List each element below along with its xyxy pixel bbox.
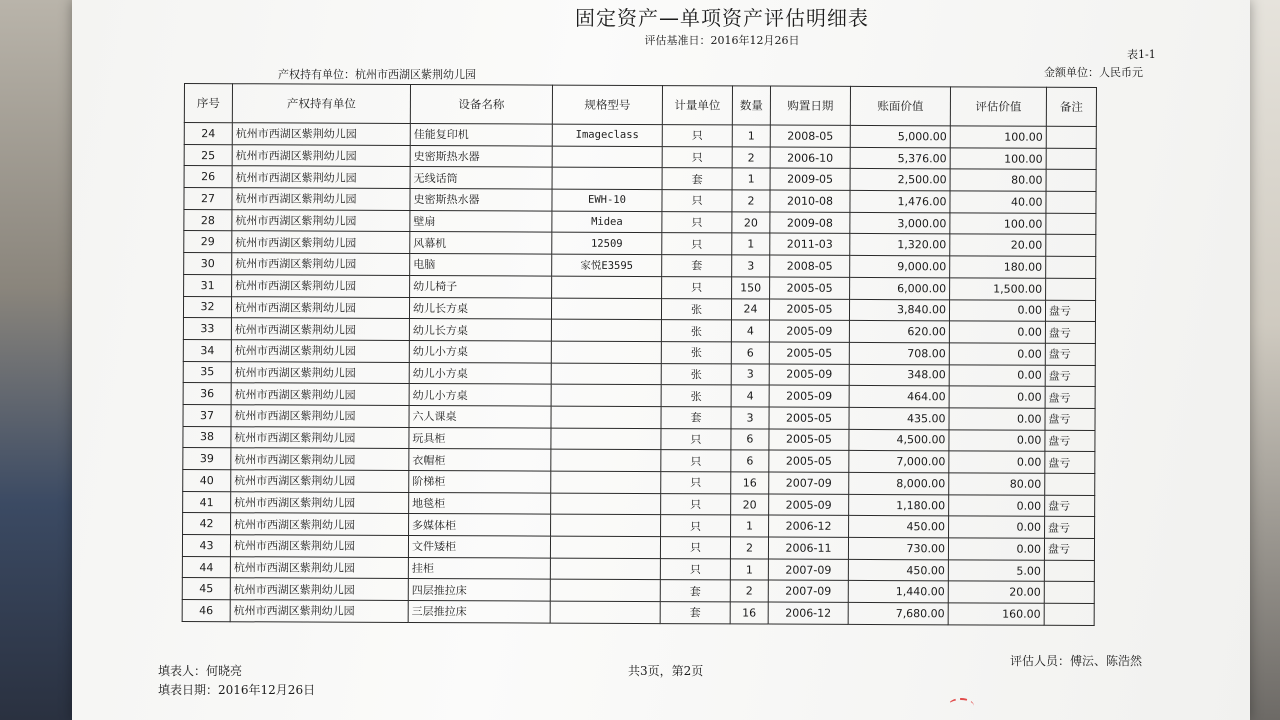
- cell-qty: 16: [730, 602, 768, 624]
- cell-model: EWH-10: [552, 189, 662, 211]
- cell-owner: 杭州市西湖区紫荆幼儿园: [232, 275, 410, 297]
- cell-eval-value: 160.00: [948, 603, 1044, 625]
- cell-model: [552, 167, 662, 189]
- cell-owner: 杭州市西湖区紫荆幼儿园: [231, 513, 409, 535]
- cell-name: 文件矮柜: [408, 536, 550, 558]
- table-header-row: [184, 84, 1096, 127]
- cell-owner: 杭州市西湖区紫荆幼儿园: [232, 209, 410, 231]
- cell-note: 盘亏: [1045, 430, 1095, 452]
- cell-book-value: 1,440.00: [848, 581, 948, 603]
- money-unit-line: 金额单位：人民币元: [1044, 66, 1143, 79]
- cell-model: [551, 493, 661, 515]
- cell-owner: 杭州市西湖区紫荆幼儿园: [231, 318, 409, 340]
- cell-model: Midea: [552, 211, 662, 233]
- document-title: 固定资产—单项资产评估明细表: [575, 6, 869, 30]
- cell-model: [551, 406, 661, 428]
- cell-qty: 2: [732, 147, 770, 169]
- cell-note: [1045, 473, 1095, 495]
- cell-owner: 杭州市西湖区紫荆幼儿园: [231, 470, 409, 492]
- cell-eval-value: 80.00: [949, 473, 1045, 495]
- cell-name: 玩具柜: [409, 427, 551, 449]
- cell-name: 壁扇: [410, 210, 552, 232]
- red-stamp-mark: [948, 698, 974, 714]
- cell-name: 挂柜: [408, 557, 550, 579]
- col-header-note: 备注: [1046, 87, 1096, 126]
- cell-date: 2005-05: [769, 342, 849, 364]
- cell-seq: 43: [182, 535, 230, 557]
- cell-date: 2005-05: [769, 407, 849, 429]
- cell-uom: 套: [661, 407, 731, 429]
- cell-eval-value: 0.00: [949, 386, 1045, 408]
- cell-seq: 45: [182, 578, 230, 600]
- cell-model: [550, 601, 660, 623]
- cell-eval-value: 0.00: [948, 538, 1044, 560]
- cell-seq: 39: [183, 448, 231, 470]
- cell-eval-value: 0.00: [949, 364, 1045, 386]
- cell-date: 2006-12: [768, 602, 848, 624]
- cell-uom: 套: [662, 255, 732, 277]
- cell-seq: 41: [183, 491, 231, 513]
- cell-note: [1046, 191, 1096, 213]
- cell-eval-value: 0.00: [949, 408, 1045, 430]
- col-header-date: 购置日期: [770, 86, 850, 125]
- cell-name: 幼儿椅子: [410, 275, 552, 297]
- cell-owner: 杭州市西湖区紫荆幼儿园: [232, 166, 410, 188]
- asset-table-wrapper: [184, 83, 1097, 622]
- cell-qty: 1: [731, 515, 769, 537]
- cell-uom: 套: [662, 168, 732, 190]
- cell-model: [551, 363, 661, 385]
- cell-seq: 33: [183, 318, 231, 340]
- cell-model: [550, 536, 660, 558]
- cell-uom: 只: [660, 537, 730, 559]
- col-header-qty: 数量: [732, 86, 770, 125]
- col-header-book: 账面价值: [850, 86, 950, 125]
- cell-eval-value: 0.00: [949, 299, 1045, 321]
- cell-uom: 只: [661, 428, 731, 450]
- cell-uom: 张: [661, 320, 731, 342]
- cell-name: 阶梯柜: [409, 470, 551, 492]
- cell-name: 多媒体柜: [409, 514, 551, 536]
- cell-qty: 2: [732, 190, 770, 212]
- cell-note: [1046, 126, 1096, 148]
- cell-note: 盘亏: [1045, 452, 1095, 474]
- cell-owner: 杭州市西湖区紫荆幼儿园: [231, 296, 409, 318]
- cell-note: 盘亏: [1044, 538, 1094, 560]
- cell-note: 盘亏: [1045, 517, 1095, 539]
- cell-date: 2006-12: [769, 515, 849, 537]
- cell-book-value: 3,840.00: [849, 299, 949, 321]
- cell-book-value: 8,000.00: [849, 472, 949, 494]
- cell-model: [551, 341, 661, 363]
- cell-qty: 20: [731, 494, 769, 516]
- cell-note: [1046, 256, 1096, 278]
- cell-name: 电脑: [410, 254, 552, 276]
- cell-book-value: 7,000.00: [849, 451, 949, 473]
- col-header-seq: 序号: [184, 84, 232, 123]
- cell-uom: 只: [662, 211, 732, 233]
- cell-qty: 2: [730, 537, 768, 559]
- cell-qty: 1: [730, 559, 768, 581]
- cell-seq: 29: [184, 231, 232, 253]
- col-header-name: 设备名称: [410, 84, 552, 124]
- cell-date: 2005-09: [769, 320, 849, 342]
- cell-uom: 只: [661, 472, 731, 494]
- cell-name: 幼儿长方桌: [409, 319, 551, 341]
- cell-seq: 28: [184, 209, 232, 231]
- table-row: [182, 600, 1094, 626]
- cell-seq: 31: [184, 274, 232, 296]
- cell-model: 家悦E3595: [552, 254, 662, 276]
- cell-book-value: 5,000.00: [850, 125, 950, 147]
- cell-qty: 1: [732, 125, 770, 147]
- cell-uom: 只: [662, 146, 732, 168]
- cell-owner: 杭州市西湖区紫荆幼儿园: [231, 405, 409, 427]
- cell-model: [550, 580, 660, 602]
- cell-date: 2011-03: [770, 233, 850, 255]
- cell-note: [1044, 560, 1094, 582]
- cell-model: [551, 471, 661, 493]
- cell-qty: 1: [732, 168, 770, 190]
- cell-book-value: 2,500.00: [850, 169, 950, 191]
- cell-uom: 只: [662, 276, 732, 298]
- cell-date: 2005-09: [769, 385, 849, 407]
- cell-owner: 杭州市西湖区紫荆幼儿园: [231, 448, 409, 470]
- cell-eval-value: 40.00: [950, 191, 1046, 213]
- cell-eval-value: 5.00: [948, 560, 1044, 582]
- cell-seq: 35: [183, 361, 231, 383]
- cell-owner: 杭州市西湖区紫荆幼儿园: [231, 340, 409, 362]
- cell-name: 六人课桌: [409, 405, 551, 427]
- cell-note: 盘亏: [1045, 387, 1095, 409]
- cell-model: [551, 319, 661, 341]
- cell-seq: 37: [183, 404, 231, 426]
- cell-eval-value: 1,500.00: [950, 278, 1046, 300]
- cell-uom: 只: [662, 125, 732, 147]
- cell-uom: 张: [661, 298, 731, 320]
- cell-book-value: 7,680.00: [848, 603, 948, 625]
- cell-uom: 张: [661, 363, 731, 385]
- cell-owner: 杭州市西湖区紫荆幼儿园: [230, 556, 408, 578]
- cell-seq: 40: [183, 469, 231, 491]
- cell-book-value: 5,376.00: [850, 147, 950, 169]
- cell-uom: 张: [661, 341, 731, 363]
- base-date: 评估基准日：2016年12月26日: [644, 34, 800, 47]
- cell-model: Imageclass: [552, 124, 662, 146]
- cell-book-value: 3,000.00: [850, 212, 950, 234]
- cell-eval-value: 0.00: [949, 429, 1045, 451]
- cell-owner: 杭州市西湖区紫荆幼儿园: [231, 491, 409, 513]
- filler-label: 填表人：何晓亮: [158, 664, 243, 678]
- cell-owner: 杭州市西湖区紫荆幼儿园: [231, 426, 409, 448]
- cell-book-value: 464.00: [849, 386, 949, 408]
- cell-model: [552, 146, 662, 168]
- cell-date: 2007-09: [769, 472, 849, 494]
- cell-book-value: 450.00: [849, 516, 949, 538]
- cell-book-value: 1,180.00: [849, 494, 949, 516]
- cell-book-value: 450.00: [848, 559, 948, 581]
- cell-note: [1046, 170, 1096, 192]
- cell-book-value: 435.00: [849, 407, 949, 429]
- cell-qty: 150: [732, 277, 770, 299]
- cell-name: 衣帽柜: [409, 449, 551, 471]
- cell-name: 三层推拉床: [408, 601, 550, 623]
- cell-eval-value: 100.00: [950, 148, 1046, 170]
- cell-name: 四层推拉床: [408, 579, 550, 601]
- cell-qty: 6: [731, 450, 769, 472]
- cell-eval-value: 0.00: [949, 343, 1045, 365]
- cell-seq: 24: [184, 123, 232, 145]
- cell-book-value: 1,476.00: [850, 190, 950, 212]
- cell-name: 幼儿长方桌: [409, 297, 551, 319]
- col-header-uom: 计量单位: [662, 86, 732, 125]
- cell-eval-value: 80.00: [950, 169, 1046, 191]
- cell-owner: 杭州市西湖区紫荆幼儿园: [230, 578, 408, 600]
- cell-model: [550, 558, 660, 580]
- cell-note: [1046, 148, 1096, 170]
- cell-name: 幼儿小方桌: [409, 362, 551, 384]
- cell-name: 风幕机: [410, 232, 552, 254]
- cell-qty: 3: [731, 363, 769, 385]
- cell-date: 2005-05: [770, 277, 850, 299]
- cell-eval-value: 0.00: [949, 516, 1045, 538]
- cell-eval-value: 100.00: [950, 126, 1046, 148]
- cell-date: 2009-05: [770, 168, 850, 190]
- cell-qty: 20: [732, 212, 770, 234]
- cell-owner: 杭州市西湖区紫荆幼儿园: [232, 253, 410, 275]
- cell-date: 2007-09: [768, 559, 848, 581]
- cell-owner: 杭州市西湖区紫荆幼儿园: [231, 383, 409, 405]
- cell-eval-value: 100.00: [950, 213, 1046, 235]
- cell-model: [552, 276, 662, 298]
- cell-seq: 25: [184, 144, 232, 166]
- cell-model: [551, 384, 661, 406]
- cell-note: [1044, 603, 1094, 625]
- cell-owner: 杭州市西湖区紫荆幼儿园: [232, 231, 410, 253]
- cell-name: 史密斯热水器: [410, 189, 552, 211]
- cell-date: 2009-08: [770, 212, 850, 234]
- cell-owner: 杭州市西湖区紫荆幼儿园: [232, 188, 410, 210]
- cell-qty: 6: [731, 429, 769, 451]
- cell-owner: 杭州市西湖区紫荆幼儿园: [230, 535, 408, 557]
- cell-seq: 32: [183, 296, 231, 318]
- cell-name: 佳能复印机: [410, 123, 552, 145]
- cell-book-value: 708.00: [849, 342, 949, 364]
- cell-date: 2008-05: [770, 125, 850, 147]
- cell-note: 盘亏: [1045, 365, 1095, 387]
- cell-date: 2006-10: [770, 147, 850, 169]
- cell-qty: 24: [731, 298, 769, 320]
- cell-uom: 只: [661, 515, 731, 537]
- cell-qty: 6: [731, 342, 769, 364]
- cell-seq: 27: [184, 188, 232, 210]
- cell-qty: 3: [732, 255, 770, 277]
- cell-name: 幼儿小方桌: [409, 340, 551, 362]
- cell-qty: 4: [731, 385, 769, 407]
- cell-date: 2006-11: [768, 537, 848, 559]
- asset-table: [182, 83, 1097, 626]
- cell-eval-value: 180.00: [950, 256, 1046, 278]
- cell-eval-value: 20.00: [950, 234, 1046, 256]
- evaluators-label: 评估人员：傅沄、陈浩然: [1010, 654, 1143, 668]
- cell-date: 2005-05: [769, 299, 849, 321]
- cell-qty: 2: [730, 580, 768, 602]
- cell-book-value: 4,500.00: [849, 429, 949, 451]
- cell-book-value: 6,000.00: [850, 277, 950, 299]
- cell-name: 史密斯热水器: [410, 145, 552, 167]
- cell-uom: 只: [662, 233, 732, 255]
- cell-model: 12509: [552, 233, 662, 255]
- cell-uom: 只: [662, 190, 732, 212]
- cell-seq: 34: [183, 339, 231, 361]
- cell-uom: 只: [661, 493, 731, 515]
- cell-eval-value: 0.00: [949, 321, 1045, 343]
- cell-date: 2005-09: [769, 364, 849, 386]
- cell-model: [551, 298, 661, 320]
- cell-book-value: 620.00: [849, 321, 949, 343]
- col-header-owner: 产权持有单位: [232, 84, 410, 124]
- cell-date: 2007-09: [768, 580, 848, 602]
- cell-name: 幼儿小方桌: [409, 384, 551, 406]
- cell-seq: 42: [183, 513, 231, 535]
- cell-uom: 只: [660, 558, 730, 580]
- cell-seq: 38: [183, 426, 231, 448]
- page-count: 共3页，第2页: [628, 664, 704, 678]
- cell-qty: 1: [732, 233, 770, 255]
- cell-note: 盘亏: [1045, 343, 1095, 365]
- fill-date-label: 填表日期：2016年12月26日: [158, 683, 316, 697]
- cell-note: 盘亏: [1045, 321, 1095, 343]
- cell-owner: 杭州市西湖区紫荆幼儿园: [230, 600, 408, 622]
- table-number: 表1-1: [1127, 48, 1156, 61]
- cell-uom: 张: [661, 385, 731, 407]
- cell-note: [1046, 235, 1096, 257]
- cell-seq: 26: [184, 166, 232, 188]
- cell-uom: 只: [661, 450, 731, 472]
- cell-seq: 30: [184, 253, 232, 275]
- cell-owner: 杭州市西湖区紫荆幼儿园: [232, 144, 410, 166]
- cell-date: 2005-05: [769, 429, 849, 451]
- cell-book-value: 348.00: [849, 364, 949, 386]
- cell-qty: 4: [731, 320, 769, 342]
- cell-model: [551, 428, 661, 450]
- cell-uom: 套: [660, 602, 730, 624]
- cell-date: 2005-05: [769, 450, 849, 472]
- cell-eval-value: 20.00: [948, 581, 1044, 603]
- cell-model: [551, 514, 661, 536]
- cell-eval-value: 0.00: [949, 495, 1045, 517]
- cell-name: 无线话筒: [410, 167, 552, 189]
- owner-unit-line: 产权持有单位：杭州市西湖区紫荆幼儿园: [278, 68, 476, 81]
- cell-note: 盘亏: [1045, 408, 1095, 430]
- col-header-model: 规格型号: [552, 85, 662, 124]
- cell-book-value: 1,320.00: [850, 234, 950, 256]
- col-header-eval: 评估价值: [950, 87, 1046, 126]
- cell-note: [1046, 278, 1096, 300]
- cell-owner: 杭州市西湖区紫荆幼儿园: [232, 123, 410, 145]
- cell-seq: 36: [183, 383, 231, 405]
- cell-date: 2005-09: [769, 494, 849, 516]
- cell-name: 地毯柜: [409, 492, 551, 514]
- table-body: [182, 123, 1096, 626]
- cell-qty: 3: [731, 407, 769, 429]
- cell-note: 盘亏: [1045, 300, 1095, 322]
- cell-eval-value: 0.00: [949, 451, 1045, 473]
- cell-note: 盘亏: [1045, 495, 1095, 517]
- cell-note: [1044, 582, 1094, 604]
- cell-seq: 46: [182, 600, 230, 622]
- cell-book-value: 730.00: [848, 537, 948, 559]
- cell-model: [551, 449, 661, 471]
- cell-date: 2010-08: [770, 190, 850, 212]
- cell-owner: 杭州市西湖区紫荆幼儿园: [231, 361, 409, 383]
- cell-seq: 44: [182, 556, 230, 578]
- cell-date: 2008-05: [770, 255, 850, 277]
- cell-qty: 16: [731, 472, 769, 494]
- cell-book-value: 9,000.00: [850, 256, 950, 278]
- cell-note: [1046, 213, 1096, 235]
- cell-uom: 套: [660, 580, 730, 602]
